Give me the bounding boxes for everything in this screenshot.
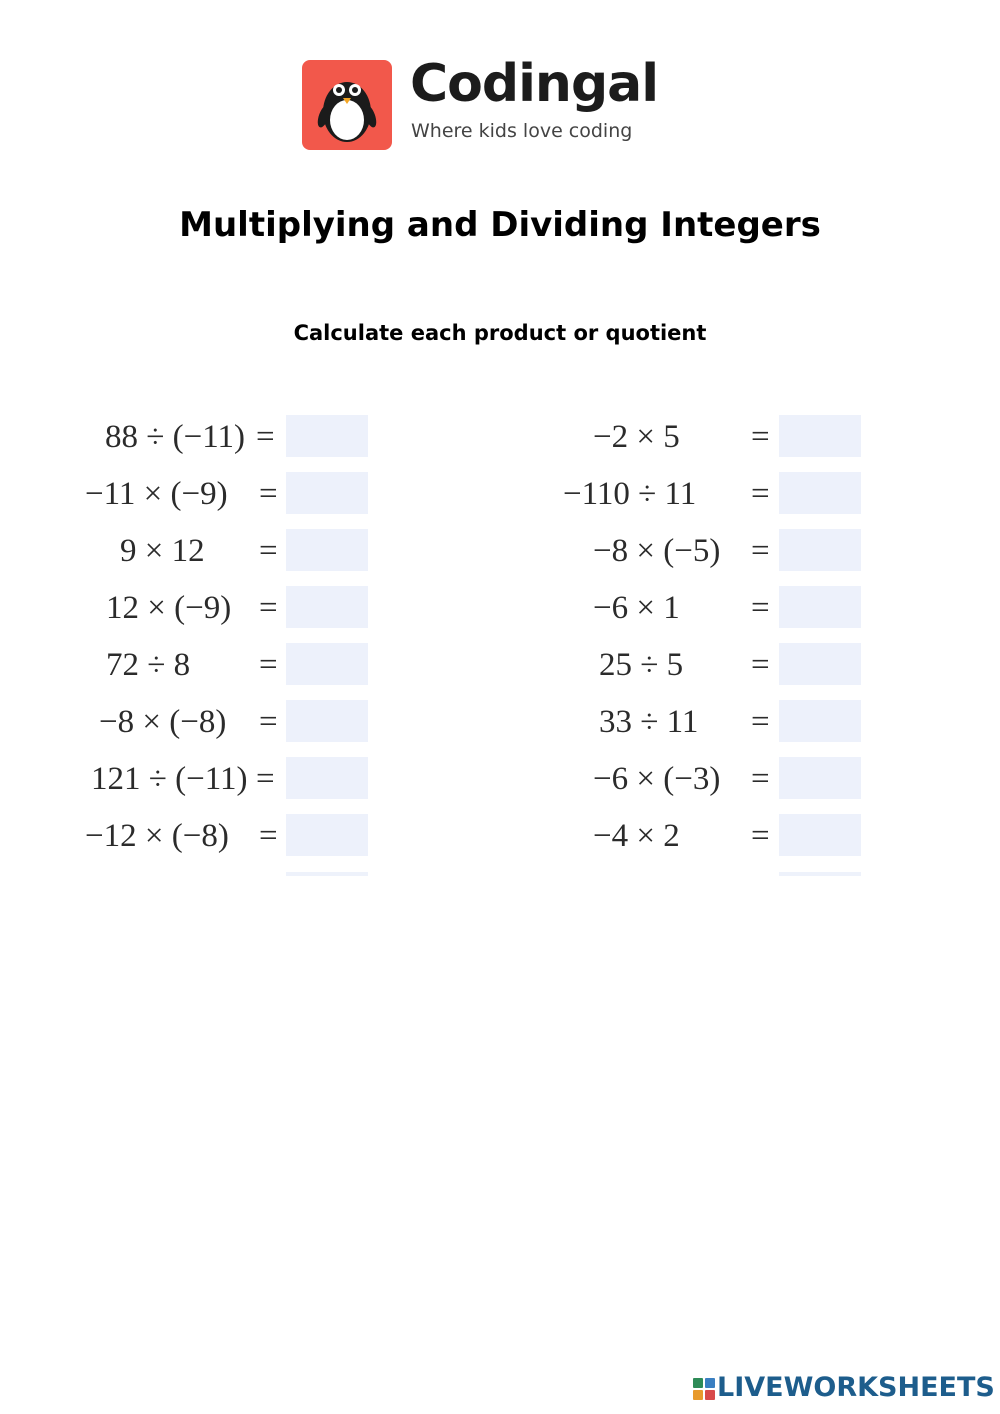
brand-tagline: Where kids love coding [411,120,633,142]
answer-input[interactable] [779,757,861,799]
equals-sign: = [259,476,278,512]
equals-sign: = [259,590,278,626]
problem-expression: 12 × (−9) [106,590,232,626]
problem-expression: 25 ÷ 5 [599,647,684,683]
answer-input[interactable] [286,757,368,799]
problem-expression: 121 ÷ (−11) [91,761,248,797]
answer-input[interactable] [779,643,861,685]
problem-expression: −8 × (−8) [99,704,227,740]
answer-input[interactable] [286,643,368,685]
equals-sign: = [751,590,770,626]
problem-expression: 9 × 12 [120,533,205,569]
codingal-logo [302,54,659,152]
problem-expression: −4 × 2 [593,818,680,854]
problem-expression: −11 × (−9) [85,476,228,512]
brand-name: Codingal [410,54,659,114]
cropped-answer-box [286,872,368,876]
problem-expression: −110 ÷ 11 [563,476,697,512]
problem-expression: 72 ÷ 8 [106,647,191,683]
problem-expression: −6 × (−3) [593,761,721,797]
equals-sign: = [751,419,770,455]
problem-expression: 88 ÷ (−11) [105,419,245,455]
instructions: Calculate each product or quotient [293,321,707,345]
page-title: Multiplying and Dividing Integers [179,205,821,245]
equals-sign: = [751,761,770,797]
equals-sign: = [751,704,770,740]
answer-input[interactable] [779,586,861,628]
problem-expression: 33 ÷ 11 [599,704,699,740]
answer-input[interactable] [779,529,861,571]
equals-sign: = [751,818,770,854]
equals-sign: = [256,761,275,797]
answer-input[interactable] [779,472,861,514]
equals-sign: = [259,533,278,569]
answer-input[interactable] [779,415,861,457]
equals-sign: = [751,476,770,512]
liveworksheets-icon [693,1378,715,1400]
equals-sign: = [259,647,278,683]
answer-input[interactable] [286,814,368,856]
equals-sign: = [256,419,275,455]
answer-input[interactable] [286,472,368,514]
equals-sign: = [259,704,278,740]
problem-expression: −6 × 1 [593,590,680,626]
penguin-logo-icon [302,60,392,150]
cropped-answer-box [779,872,861,876]
liveworksheets-wordmark: LIVEWORKSHEETS [717,1372,995,1403]
problem-expression: −2 × 5 [593,419,680,455]
answer-input[interactable] [286,529,368,571]
problem-expression: −12 × (−8) [85,818,229,854]
equals-sign: = [259,818,278,854]
answer-input[interactable] [286,700,368,742]
problem-expression: −8 × (−5) [593,533,721,569]
answer-input[interactable] [286,586,368,628]
answer-input[interactable] [286,415,368,457]
equals-sign: = [751,533,770,569]
answer-input[interactable] [779,700,861,742]
answer-input[interactable] [779,814,861,856]
equals-sign: = [751,647,770,683]
